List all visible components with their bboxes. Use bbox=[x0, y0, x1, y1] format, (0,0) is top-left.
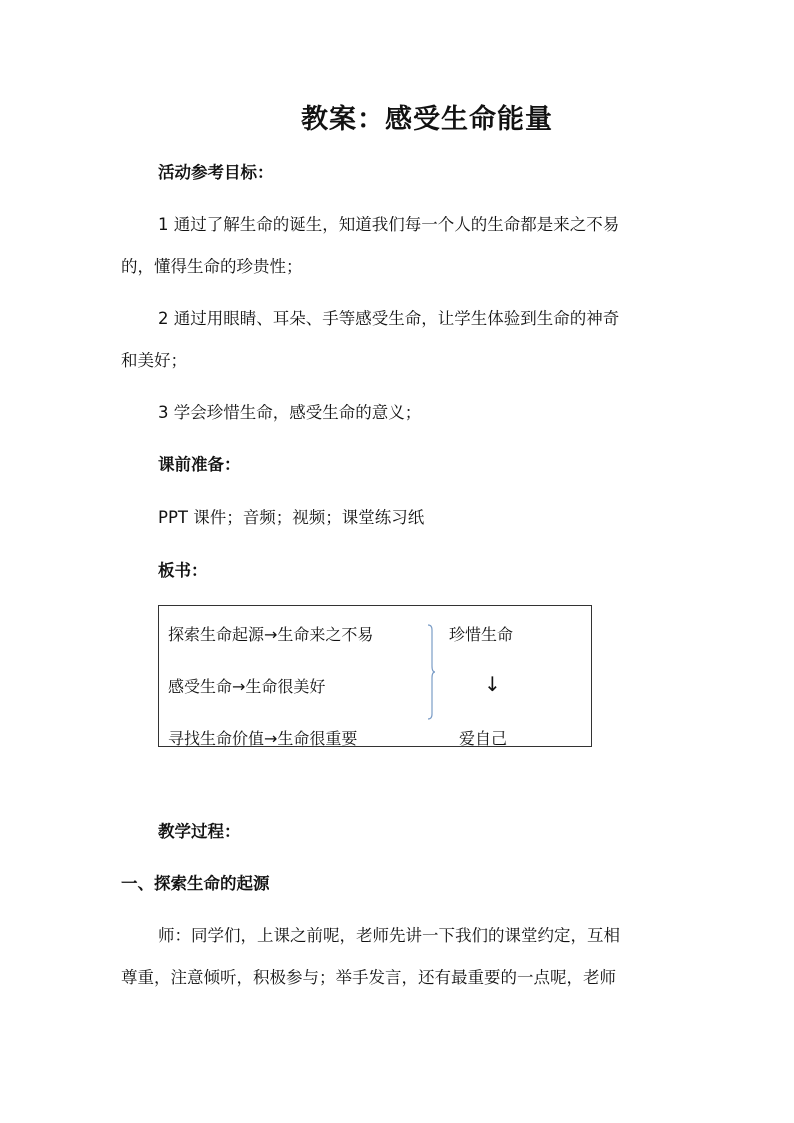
section-1-heading: 一、探索生命的起源 bbox=[121, 874, 270, 893]
prep-heading: 课前准备： bbox=[158, 455, 241, 474]
blackboard-outline-box bbox=[158, 605, 592, 747]
board-row-1: 探索生命起源→生命来之不易 bbox=[168, 625, 374, 644]
paragraph-line-1: 师：同学们，上课之前呢，老师先讲一下我们的课堂约定，互相 bbox=[158, 926, 620, 945]
process-heading: 教学过程： bbox=[158, 822, 241, 841]
board-heading: 板书： bbox=[158, 561, 208, 580]
page-title: 教案：感受生命能量 bbox=[301, 104, 553, 135]
goal-2-line-2: 和美好； bbox=[121, 351, 187, 370]
paragraph-line-2: 尊重，注意倾听，积极参与；举手发言，还有最重要的一点呢，老师 bbox=[121, 968, 616, 987]
goals-heading: 活动参考目标： bbox=[158, 163, 274, 182]
goal-3: 3 学会珍惜生命，感受生命的意义； bbox=[158, 403, 422, 422]
down-arrow-icon: ↓ bbox=[484, 672, 501, 696]
board-row-3: 寻找生命价值→生命很重要 bbox=[168, 729, 358, 748]
board-right-1: 珍惜生命 bbox=[449, 625, 514, 644]
right-brace-icon bbox=[427, 624, 435, 720]
board-right-3: 爱自己 bbox=[459, 729, 508, 748]
goal-1-line-1: 1 通过了解生命的诞生，知道我们每一个人的生命都是来之不易 bbox=[158, 215, 620, 234]
board-row-2: 感受生命→生命很美好 bbox=[168, 677, 326, 696]
goal-2-line-1: 2 通过用眼睛、耳朵、手等感受生命，让学生体验到生命的神奇 bbox=[158, 309, 620, 328]
goal-1-line-2: 的，懂得生命的珍贵性； bbox=[121, 257, 303, 276]
prep-text: PPT 课件；音频；视频；课堂练习纸 bbox=[158, 508, 425, 527]
